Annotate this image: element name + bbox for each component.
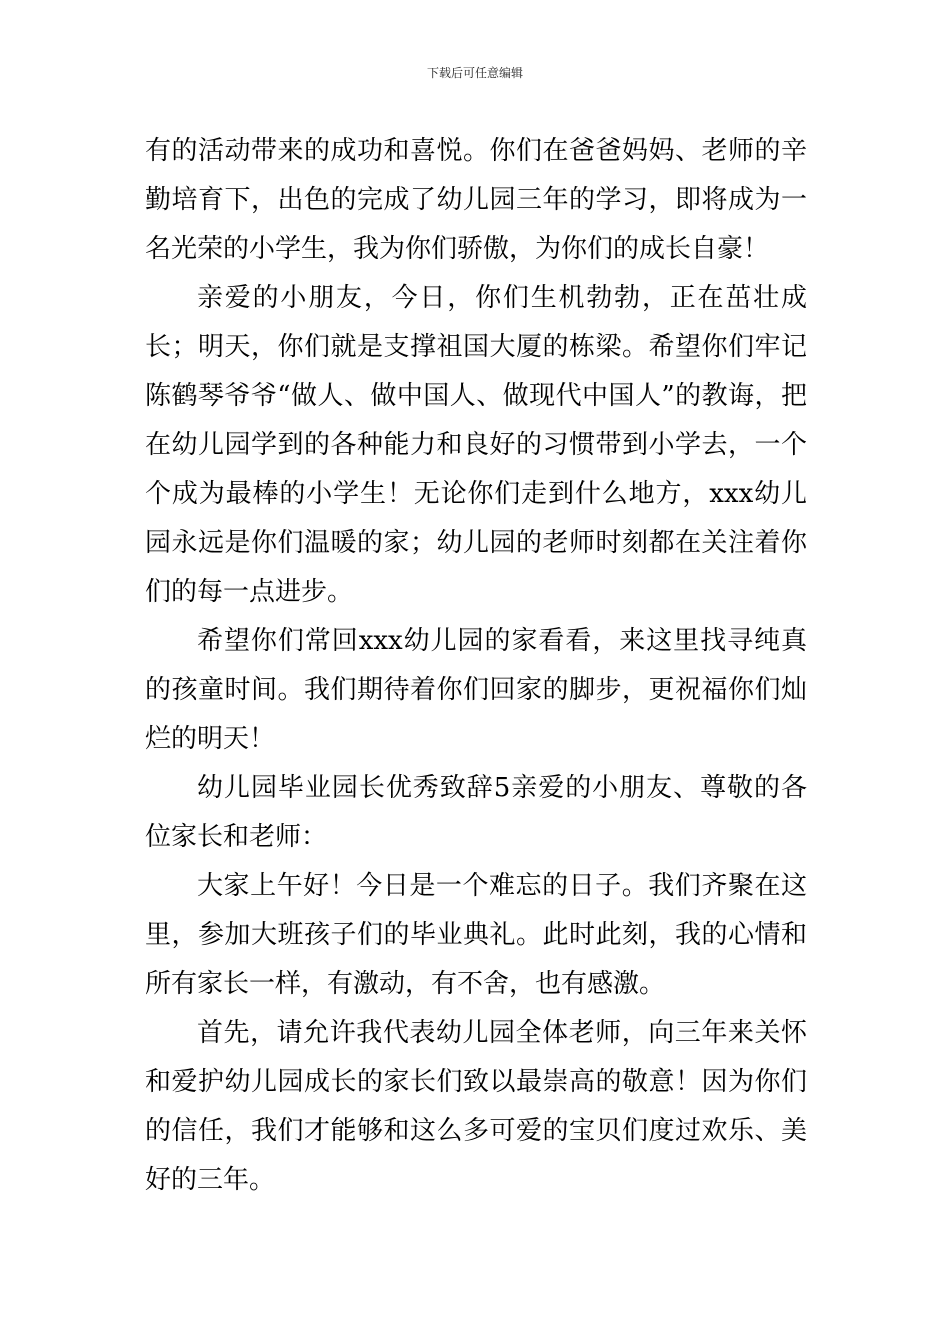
paragraph: 有的活动带来的成功和喜悦。你们在爸爸妈妈、老师的辛勤培育下，出色的完成了幼儿园三年的学习，即将成为一名光荣的小学生，我为你们骄傲，为你们的成长自豪！ xyxy=(145,136,807,264)
document-body xyxy=(145,127,807,1205)
paragraph: 首先，请允许我代表幼儿园全体老师，向三年来关怀和爱护幼儿园成长的家长们致以最崇高的敬意！因为你们的信任，我们才能够和这么多可爱的宝贝们度过欢乐、美好的三年。 xyxy=(145,1018,807,1195)
paragraph: 亲爱的小朋友，今日，你们生机勃勃，正在茁壮成长；明天，你们就是支撑祖国大厦的栋梁。希望你们牢记陈鹤琴爷爷“做人、做中国人、做现代中国人”的教诲，把在幼儿园学到的各种能力和良好的习惯带到小学去，一个个成为最棒的小学生！无论你们走到什么地方，xxx幼儿园永远是你们温暖的家；幼儿园的老师时刻都在关注着你们的每一点进步。 xyxy=(145,283,807,607)
paragraph: 幼儿园毕业园长优秀致辞5亲爱的小朋友、尊敬的各位家长和老师： xyxy=(145,773,807,852)
paragraph: 希望你们常回xxx幼儿园的家看看，来这里找寻纯真的孩童时间。我们期待着你们回家的脚步，更祝福你们灿烂的明天！ xyxy=(145,626,807,754)
paragraph: 大家上午好！今日是一个难忘的日子。我们齐聚在这里，参加大班孩子们的毕业典礼。此时此刻，我的心情和所有家长一样，有激动，有不舍，也有感激。 xyxy=(145,871,807,999)
page-header: 下载后可任意编辑 xyxy=(426,66,523,80)
